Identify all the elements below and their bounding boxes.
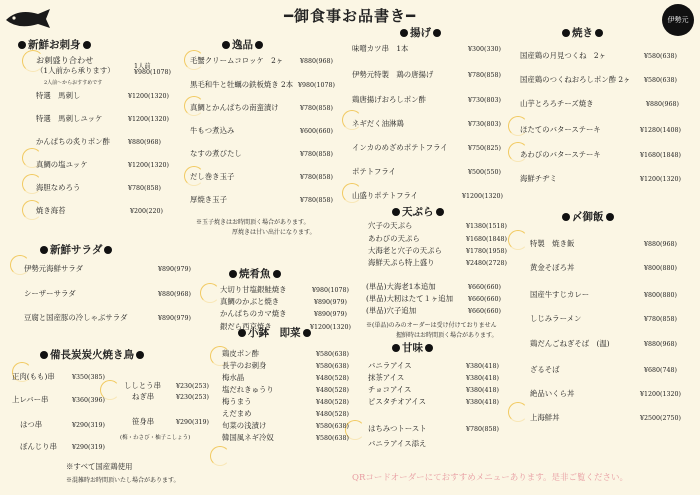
menu-item-name: 牛もつ煮込み	[190, 126, 235, 135]
menu-item-name: あわびのバターステーキ	[520, 150, 601, 159]
menu-item-price: ¥230(253)	[176, 394, 209, 401]
menu-item-price: ¥290(319)	[72, 444, 105, 451]
menu-item-price: ¥660(660)	[468, 296, 501, 303]
menu-item-price: ¥1200(1320)	[462, 193, 503, 200]
menu-item-price: ¥890(979)	[314, 299, 347, 306]
menu-item-name: お刺盛り合わせ	[36, 55, 94, 65]
ippin-note: 厚焼きは甘い出汁になります。	[232, 229, 316, 236]
menu-item-name: 絶品いくら丼	[530, 389, 575, 398]
menu-item-name: 海鮮チヂミ	[520, 174, 557, 183]
menu-item-price: ¥730(803)	[468, 97, 501, 104]
menu-item-name: 鶏皮ポン酢	[222, 349, 259, 358]
menu-item-price: ¥580(638)	[316, 435, 349, 442]
menu-item-price: ¥730(803)	[468, 121, 501, 128]
menu-item-price: ¥780(858)	[300, 174, 333, 181]
menu-item-name: (単品)大海老1本追加	[366, 282, 436, 291]
menu-item-price: ¥230(253)	[176, 383, 209, 390]
menu-item-price: ¥890(979)	[158, 315, 191, 322]
menu-item-price: ¥360(396)	[72, 397, 105, 404]
menu-item-price: ¥350(385)	[72, 374, 105, 381]
menu-item-name: 長芋のお刺身	[222, 361, 267, 370]
menu-item-name: 伊勢元特製 鶏の唐揚げ	[352, 70, 434, 79]
section-header-age: 揚げ	[398, 25, 443, 40]
menu-item-name: 梅うまう	[222, 397, 252, 406]
menu-item-price: ¥660(660)	[468, 308, 501, 315]
menu-item-price: ¥580(638)	[316, 363, 349, 370]
menu-item-price: ¥580(638)	[644, 77, 677, 84]
menu-item-price: ¥1200(1320)	[310, 324, 351, 331]
menu-item-name: 国産牛すじカレー	[530, 290, 590, 299]
menu-item-name: 上海鮮丼	[530, 413, 560, 422]
menu-item-name: 海胆なめろう	[36, 183, 81, 192]
menu-item-price: ¥2500(2750)	[640, 415, 681, 422]
bincho-note: ※混雑時お時間頂いたし場合があります。	[66, 477, 180, 484]
menu-item-name: 焼き海苔	[36, 206, 66, 215]
menu-item-name: 大海老と穴子の天ぷら	[368, 246, 442, 255]
menu-item-name: ぼんじり串	[20, 442, 57, 451]
menu-item-name: はつ串	[20, 420, 43, 429]
menu-item-price: ¥780(858)	[644, 316, 677, 323]
menu-item-name: 上レバー串	[12, 395, 49, 404]
section-header-yaki: 焼き	[560, 25, 605, 40]
menu-item-name: 厚焼き玉子	[190, 195, 227, 204]
menu-item-name: 特選 馬刺し	[36, 91, 81, 100]
menu-item-name: 海鮮天ぷら特上盛り	[368, 258, 435, 267]
section-header-yakizakana: 焼肴魚	[227, 266, 283, 281]
menu-item-name: 梅水晶	[222, 373, 245, 382]
moon-icon	[508, 402, 528, 422]
menu-item-price: ¥2480(2728)	[466, 260, 507, 267]
menu-item-name: 山芋とろろチーズ焼き	[520, 99, 594, 108]
menu-item-price: ¥1200(1320)	[128, 116, 169, 123]
section-header-bincho: 備長炭炭火焼き鳥	[38, 347, 146, 362]
menu-item-price: ¥580(638)	[316, 423, 349, 430]
menu-item-name: インカのめざめポテトフライ	[352, 143, 448, 152]
menu-item-name: だし巻き玉子	[190, 172, 235, 181]
menu-item-name: 特製 焼き飯	[530, 239, 575, 248]
menu-item-price: ¥300(330)	[468, 46, 501, 53]
menu-item-name: ししとう串	[124, 381, 161, 390]
menu-item-name: (単品)大籾はたて１ヶ追加	[366, 294, 454, 303]
menu-item-price: ¥290(319)	[72, 422, 105, 429]
ippin-note: ※玉子焼きはお時間頂く場合があります。	[196, 219, 310, 226]
menu-item-name: なすの煮びたし	[190, 149, 242, 158]
section-header-ippin: 逸品	[220, 37, 265, 52]
menu-item-note: 2人前〜からおすすめです	[44, 80, 103, 86]
menu-item-name: 韓国風ネギ冷奴	[222, 433, 274, 442]
menu-item-price: ¥480(528)	[316, 375, 349, 382]
menu-item-name: 黒毛和牛と牡蠣の鉄板焼き 2本	[190, 80, 294, 89]
menu-item-price: ¥1200(1320)	[640, 176, 681, 183]
section-header-salad: 新鮮サラダ	[38, 242, 114, 257]
menu-item-name: バニラアイス	[368, 361, 412, 370]
menu-item-name: ピスタチオアイス	[368, 397, 427, 406]
menu-item-name: 味噌カツ串 1本	[352, 44, 409, 53]
menu-item-price: ¥380(418)	[466, 387, 499, 394]
menu-item-name: しじみラーメン	[530, 314, 582, 323]
qr-order-notice: QRコードオーダーにておすすめメニューあります。是非ご覧ください。	[352, 473, 629, 483]
menu-item-price: ¥580(638)	[644, 53, 677, 60]
menu-item-price: ¥1380(1518)	[466, 223, 507, 230]
menu-item-portion: 1人前	[134, 63, 151, 70]
menu-item-name: 鶏だんごねぎそば (温)	[530, 339, 610, 348]
menu-item-name: はちみつトースト	[368, 424, 427, 433]
menu-item-name: ネギだく油淋鶏	[352, 119, 404, 128]
menu-item-price: ¥1200(1320)	[640, 391, 681, 398]
tenpura-note: 握鮮時はお時間頂く場合があります。	[396, 332, 498, 339]
menu-item-name: 笹身串	[132, 417, 155, 426]
menu-item-price: ¥780(858)	[466, 426, 499, 433]
menu-item-name: (単品)穴子追加	[366, 306, 417, 315]
menu-item-name: かんぱちのカマ焼き	[220, 309, 287, 318]
menu-item-price: ¥780(858)	[300, 197, 333, 204]
menu-item-price: ¥580(638)	[316, 351, 349, 358]
menu-item-price: ¥880(968)	[646, 101, 679, 108]
menu-item-sub: （1人前から承ります）	[36, 66, 115, 75]
menu-item-price: ¥750(825)	[468, 145, 501, 152]
menu-item-name: 国産鶏のつくねおろしポン酢 2ヶ	[520, 75, 631, 84]
menu-item-price: ¥980(1078)	[134, 69, 171, 76]
menu-item-name: バニラアイス添え	[368, 439, 427, 448]
menu-item-name: 毛蟹クリームコロッケ 2ヶ	[190, 56, 284, 65]
menu-item-price: ¥680(748)	[644, 367, 677, 374]
menu-item-price: ¥200(220)	[130, 208, 163, 215]
menu-item-name: 塩だれきゅうり	[222, 385, 274, 394]
menu-item-price: ¥290(319)	[176, 419, 209, 426]
menu-item-name: あわびの天ぷら	[368, 234, 420, 243]
tenpura-note: ※(単品)のみのオーダーは受け付けておりません	[366, 322, 497, 329]
brand-logo: 伊勢元	[662, 4, 694, 36]
menu-item-price: ¥380(418)	[466, 399, 499, 406]
bincho-note: ※すべて国産鶏使用	[66, 462, 133, 471]
moon-icon	[210, 446, 230, 466]
section-header-gohan: 〆御飯	[560, 209, 616, 224]
menu-item-price: ¥880(968)	[158, 291, 191, 298]
menu-item-name: 特選 馬刺しユッケ	[36, 114, 103, 123]
menu-item-price: ¥780(858)	[300, 151, 333, 158]
menu-item-price: ¥480(528)	[316, 411, 349, 418]
menu-item-name: えだまめ	[222, 409, 252, 418]
menu-item-name: ポテトフライ	[352, 167, 396, 176]
menu-item-name: 真鯛のかぶと焼き	[220, 297, 280, 306]
menu-item-price: ¥480(528)	[316, 387, 349, 394]
menu-item-price: ¥880(968)	[644, 341, 677, 348]
menu-item-price: ¥660(660)	[468, 284, 501, 291]
menu-item-name: ざるそば	[530, 365, 560, 374]
menu-item-name: 旬菜の浅漬け	[222, 421, 267, 430]
menu-item-price: ¥880(968)	[300, 58, 333, 65]
menu-item-price: ¥890(979)	[314, 311, 347, 318]
menu-item-price: ¥500(550)	[468, 169, 501, 176]
bincho-sasami-note: (梅・わさび・柚子こしょう)	[120, 435, 191, 441]
menu-item-price: ¥1200(1320)	[128, 93, 169, 100]
menu-item-price: ¥800(880)	[644, 292, 677, 299]
moon-icon	[200, 283, 220, 303]
menu-item-price: ¥1280(1408)	[640, 127, 681, 134]
menu-item-price: ¥380(418)	[466, 363, 499, 370]
menu-item-price: ¥980(1078)	[298, 82, 335, 89]
menu-item-price: ¥880(968)	[128, 139, 161, 146]
menu-item-name: 伊勢元海鮮サラダ	[24, 264, 84, 273]
menu-item-price: ¥1200(1320)	[128, 162, 169, 169]
menu-item-price: ¥1680(1848)	[466, 236, 507, 243]
menu-item-price: ¥1780(1958)	[466, 248, 507, 255]
menu-item-name: 黄金そぼろ丼	[530, 263, 575, 272]
menu-item-price: ¥890(979)	[158, 266, 191, 273]
menu-item-name: ねぎ串	[132, 392, 155, 401]
menu-item-name: チョコアイス	[368, 385, 412, 394]
menu-item-name: 正肉(もも)串	[12, 372, 55, 381]
section-header-kanmi: 甘味	[390, 340, 435, 355]
menu-item-name: 国産鶏の月見つくね 2ヶ	[520, 51, 607, 60]
section-header-sashimi: 新鮮お刺身	[16, 37, 93, 52]
menu-item-name: 真鯛とかんぱちの南蛮漬け	[190, 103, 279, 112]
menu-item-price: ¥780(858)	[468, 72, 501, 79]
menu-item-price: ¥1680(1848)	[640, 152, 681, 159]
menu-item-price: ¥780(858)	[128, 185, 161, 192]
menu-item-price: ¥600(660)	[300, 128, 333, 135]
section-header-tenpura: 天ぷら	[390, 204, 446, 219]
menu-item-name: 山盛りポテトフライ	[352, 191, 419, 200]
menu-item-price: ¥480(528)	[316, 399, 349, 406]
menu-item-name: シーザーサラダ	[24, 289, 76, 298]
menu-item-name: 穴子の天ぷら	[368, 221, 413, 230]
menu-item-price: ¥380(418)	[466, 375, 499, 382]
menu-item-price: ¥880(968)	[644, 241, 677, 248]
menu-item-name: かんぱちの炙りポン酢	[36, 137, 110, 146]
menu-item-name: 大切り甘塩銀鮭焼き	[220, 285, 287, 294]
menu-item-name: ほたてのバターステーキ	[520, 125, 601, 134]
menu-item-price: ¥780(858)	[300, 105, 333, 112]
moon-icon	[508, 230, 528, 250]
menu-item-price: ¥800(880)	[644, 265, 677, 272]
menu-item-name: 鶏唐揚げおろしポン酢	[352, 95, 426, 104]
page-title: ━御食事お品書き━	[283, 7, 417, 25]
section-header-kobachi: 小鉢 即菜	[236, 325, 313, 340]
menu-item-name: 抹茶アイス	[368, 373, 405, 382]
menu-item-name: 真鯛の塩ユッケ	[36, 160, 88, 169]
menu-item-name: 銀だら西京焼き	[220, 322, 272, 331]
menu-item-price: ¥980(1078)	[312, 287, 349, 294]
menu-item-name: 豆腐と国産豚の冷しゃぶサラダ	[24, 313, 128, 322]
